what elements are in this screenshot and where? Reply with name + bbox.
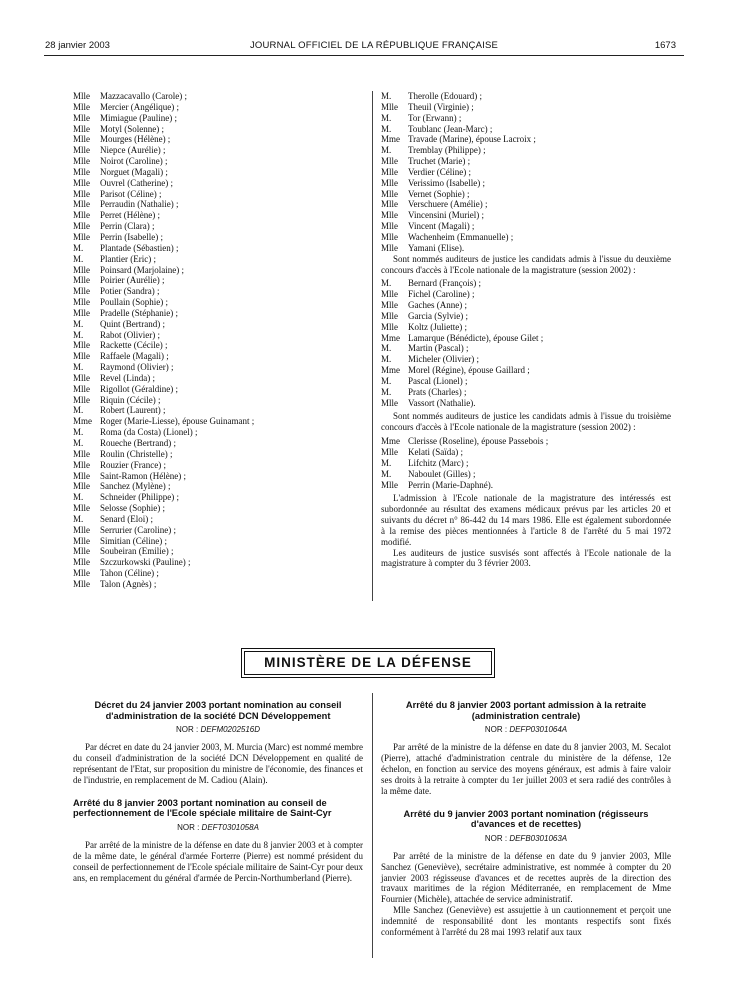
person-name: Poullain (Sophie) ; [100, 297, 168, 308]
paragraph-admission: L'admission à l'Ecole nationale de la magistrature des intéressés est subordonnée au résultat des examens médicaux prévus par les articles 20 et suivants du décret n° 86-442 du 14 mars 1986. Elle est également subordonnée à la remise des pièces mentionnées à l'article 8 de l'arrêté du 5 mai 1972 modifié. [381, 493, 671, 547]
person-name: Toublanc (Jean-Marc) ; [408, 123, 493, 134]
person-name: Mourges (Hélène) ; [100, 134, 171, 145]
civility-title: Mlle [73, 145, 90, 156]
name-entry [73, 351, 363, 362]
name-entry [73, 503, 363, 514]
person-name: Clerisse (Roseline), épouse Passebois ; [408, 436, 549, 447]
civility-title: M. [381, 123, 392, 134]
person-name: Roueche (Bertrand) ; [100, 438, 176, 448]
ministry-heading: MINISTÈRE DE LA DÉFENSE [264, 655, 472, 670]
name-entry [73, 297, 363, 308]
person-name: Micheler (Olivier) ; [408, 354, 479, 365]
civility-title: Mlle [381, 310, 398, 321]
person-name: Ouvrel (Catherine) ; [100, 177, 173, 188]
journal-title: JOURNAL OFFICIEL DE LA RÉPUBLIQUE FRANÇAISE [249, 40, 499, 51]
civility-title: M. [381, 145, 392, 156]
civility-title: M. [73, 513, 84, 524]
name-entry [381, 387, 671, 398]
name-entry [73, 145, 363, 156]
person-name: Vernet (Sophie) ; [408, 188, 470, 199]
civility-title: M. [73, 427, 84, 438]
order-body-saint-cyr: Par arrêté de la ministre de la défense en date du 8 janvier 2003 et à compter de la même date, le général d'armée Forterre (Pierre) est nommé président du conseil de perfectionnement de l'Ecole spéciale militaire de Saint-Cyr pour deux ans, en remplacement du général d'armée de Percin-Northumberland (Pierre). [73, 839, 363, 883]
person-name: Plantier (Eric) ; [100, 253, 156, 264]
name-entry [73, 427, 363, 438]
nor-label: NOR : [175, 725, 199, 735]
person-name: Bernard (François) ; [408, 278, 481, 289]
person-name: Szczurkowski (Pauline) ; [100, 557, 191, 568]
civility-title: Mlle [381, 289, 398, 300]
civility-title: Mlle [73, 481, 90, 492]
person-name: Mazzacavallo (Carole) ; [100, 91, 187, 101]
person-name: Vincent (Magali) ; [408, 221, 475, 232]
civility-title: Mlle [381, 210, 398, 221]
person-name: Senard (Eloi) ; [100, 513, 153, 524]
civility-title: M. [73, 329, 84, 340]
person-name: Talon (Agnès) ; [100, 578, 157, 589]
left-column [73, 91, 363, 590]
civility-title: M. [381, 375, 392, 386]
civility-title: Mlle [73, 221, 90, 232]
name-entry [73, 362, 363, 373]
civility-title: Mlle [73, 307, 90, 318]
civility-title: Mme [381, 332, 400, 343]
name-entry [381, 243, 671, 254]
name-entry [381, 354, 671, 365]
civility-title: Mlle [381, 156, 398, 167]
order-body-regisseurs: Par arrêté de la ministre de la défense en date du 9 janvier 2003, Mlle Sanchez (Geneviève), secrétaire administrative, est nommée à compter du 20 janvier 2003 régisseuse d'avances et de recettes auprès de la direction des travaux maritimes de la région Méditerranée, en remplacement de Mme Fournier (Michèle), attachée de service administratif. [381, 850, 671, 905]
name-entry [381, 189, 671, 200]
civility-title: Mlle [381, 188, 398, 199]
civility-title: M. [73, 492, 84, 503]
civility-title: Mlle [73, 340, 90, 351]
person-name: Motyl (Solenne) ; [100, 123, 164, 134]
order-nor-saint-cyr [73, 823, 363, 834]
person-name: Revel (Linda) ; [100, 372, 155, 383]
name-entry [381, 300, 671, 311]
name-entry [73, 275, 363, 286]
name-entry [73, 134, 363, 145]
person-name: Verschuere (Amélie) ; [408, 199, 488, 210]
civility-title: M. [381, 457, 392, 468]
person-name: Garcia (Sylvie) ; [408, 310, 468, 321]
civility-title: Mlle [73, 372, 90, 383]
name-entry [73, 319, 363, 330]
nor-label: NOR : [484, 833, 508, 843]
civility-title: M. [73, 242, 84, 253]
name-entry [73, 405, 363, 416]
name-entry [381, 124, 671, 135]
paragraph-second-contest: Sont nommés auditeurs de justice les candidats admis à l'issue du deuxième concours d'accès à l'Ecole nationale de la magistrature (session 2002) : [381, 253, 671, 275]
order-body-retirement: Par arrêté de la ministre de la défense en date du 8 janvier 2003, M. Secalot (Pierre), attaché d'administration centrale du ministère de la défense, 12e échelon, en fonction au service des moyens généraux, est admis à faire valoir ses droits à la retraite à compter du 1er juillet 2003 et sera radié des contrôles à la même date. [381, 742, 671, 796]
order-nor-regisseurs [381, 834, 671, 845]
person-name: Norguet (Magali) ; [100, 166, 168, 177]
decree-title: Décret du 24 janvier 2003 portant nomination au conseil d'administration de la société DCN Développement [94, 700, 342, 721]
header-date: 28 janvier 2003 [45, 40, 110, 51]
nor-label: NOR : [177, 822, 200, 832]
nor-code: DEFT0301058A [201, 822, 259, 832]
page-number: 1673 [654, 40, 676, 51]
civility-title: M. [381, 112, 392, 123]
person-name: Roulin (Christelle) ; [100, 448, 173, 459]
person-name: Poinsard (Marjolaine) ; [100, 264, 184, 275]
column-divider [372, 91, 373, 601]
civility-title: Mlle [73, 166, 90, 177]
person-name: Yamani (Elise). [408, 242, 465, 253]
person-name: Martin (Pascal) ; [408, 343, 469, 354]
name-entry [381, 221, 671, 232]
civility-title: Mlle [73, 297, 90, 308]
name-entry [73, 395, 363, 406]
name-entry [73, 481, 363, 492]
person-name: Poirier (Aurélie) ; [100, 275, 165, 286]
person-name: Vincensini (Muriel) ; [408, 210, 484, 221]
civility-title: Mlle [381, 199, 398, 210]
name-entry [73, 286, 363, 297]
person-name: Mercier (Angélique) ; [100, 101, 179, 112]
name-entry [381, 167, 671, 178]
name-entry [73, 330, 363, 341]
person-name: Saint-Ramon (Hélène) ; [100, 470, 186, 481]
civility-title: Mlle [73, 394, 90, 405]
name-entry [73, 340, 363, 351]
civility-title: Mlle [73, 524, 90, 535]
name-entry [73, 210, 363, 221]
page-header [0, 40, 748, 54]
order-title-regisseurs: Arrêté du 9 janvier 2003 portant nomination (régisseurs d'avances et de recettes) [403, 808, 649, 830]
name-entry [73, 113, 363, 124]
name-entry [73, 471, 363, 482]
name-entry [73, 525, 363, 536]
name-list-third [381, 436, 671, 490]
person-name: Perrin (Isabelle) ; [100, 231, 163, 242]
civility-title: Mlle [73, 546, 90, 557]
civility-title: Mlle [73, 535, 90, 546]
name-list-first [381, 91, 671, 254]
person-name: Perrin (Marie-Daphné). [408, 479, 493, 490]
name-entry [381, 398, 671, 409]
name-entry [381, 278, 671, 289]
person-name: Kelati (Saïda) ; [408, 447, 463, 457]
civility-title: Mlle [73, 123, 90, 134]
civility-title: M. [73, 318, 84, 329]
civility-title: M. [381, 343, 392, 354]
person-name: Rigollot (Géraldine) ; [100, 383, 178, 394]
header-rule [44, 55, 684, 56]
order-body-regisseurs-2: Mlle Sanchez (Geneviève) est assujettie à un cautionnement et perçoit une indemnité de responsabilité dont les montants respectifs sont fixés conformément à l'arrêté du 28 mai 1993 relatif aux taux [381, 905, 671, 938]
civility-title: Mme [73, 416, 92, 427]
right-column [381, 91, 671, 569]
name-entry [381, 447, 671, 458]
name-entry [73, 199, 363, 210]
name-entry [73, 156, 363, 167]
civility-title: Mlle [73, 557, 90, 568]
name-entry [73, 546, 363, 557]
civility-title: Mlle [381, 300, 398, 311]
person-name: Pradelle (Stéphanie) ; [100, 307, 178, 318]
civility-title: Mlle [381, 242, 398, 253]
name-entry [381, 232, 671, 243]
civility-title: Mlle [73, 210, 90, 221]
nor-label: NOR : [484, 725, 508, 735]
name-entry [381, 436, 671, 447]
name-entry [73, 536, 363, 547]
name-entry [381, 333, 671, 344]
name-list-second [381, 278, 671, 408]
civility-title: Mlle [381, 397, 398, 408]
civility-title: Mlle [73, 112, 90, 123]
name-entry [381, 376, 671, 387]
civility-title: Mlle [73, 578, 90, 589]
civility-title: Mlle [381, 101, 398, 112]
name-entry [73, 568, 363, 579]
civility-title: M. [381, 91, 392, 101]
person-name: Rackette (Cécile) ; [100, 340, 168, 351]
name-entry [73, 308, 363, 319]
person-name: Serrurier (Caroline) ; [100, 524, 176, 535]
name-entry [73, 91, 363, 102]
civility-title: M. [73, 438, 84, 448]
person-name: Lamarque (Bénédicte), épouse Gilet ; [408, 332, 544, 343]
civility-title: M. [73, 253, 84, 264]
person-name: Perrin (Clara) ; [100, 221, 155, 232]
person-name: Lifchitz (Marc) ; [408, 457, 469, 468]
civility-title: Mlle [381, 231, 398, 242]
person-name: Vassort (Nathalie). [408, 397, 476, 408]
civility-title: Mlle [73, 188, 90, 199]
person-name: Schneider (Philippe) ; [100, 492, 179, 503]
name-entry [73, 460, 363, 471]
name-entry [381, 91, 671, 102]
person-name: Verdier (Céline) ; [408, 166, 471, 177]
left-section [73, 700, 363, 883]
person-name: Robert (Laurent) ; [100, 405, 166, 416]
decree-nor [73, 725, 363, 736]
ministry-heading-box [244, 651, 492, 675]
civility-title: Mlle [73, 275, 90, 286]
name-entry [73, 243, 363, 254]
person-name: Tahon (Céline) ; [100, 568, 159, 579]
civility-title: Mlle [73, 383, 90, 394]
civility-title: Mlle [73, 156, 90, 167]
person-name: Morel (Régine), épouse Gaillard ; [408, 365, 530, 376]
name-entry [73, 221, 363, 232]
name-entry [73, 189, 363, 200]
civility-title: Mlle [73, 177, 90, 188]
person-name: Tremblay (Philippe) ; [408, 145, 486, 156]
name-entry [73, 102, 363, 113]
section-divider [372, 693, 373, 958]
name-entry [73, 384, 363, 395]
person-name: Wachenheim (Emmanuelle) ; [408, 231, 514, 242]
name-entry [381, 289, 671, 300]
person-name: Simitian (Céline) ; [100, 535, 167, 546]
person-name: Parisot (Céline) ; [100, 188, 162, 199]
name-entry [73, 514, 363, 525]
name-entry [73, 438, 363, 449]
name-entry [381, 178, 671, 189]
civility-title: M. [73, 362, 84, 373]
person-name: Rouzier (France) ; [100, 459, 166, 470]
right-section [381, 700, 671, 938]
civility-title: M. [381, 468, 392, 479]
person-name: Rabot (Olivier) ; [100, 329, 160, 340]
civility-title: Mlle [73, 568, 90, 579]
civility-title: Mlle [73, 448, 90, 459]
person-name: Verissimo (Isabelle) ; [408, 177, 485, 188]
person-name: Truchet (Marie) ; [408, 156, 471, 167]
person-name: Perraudin (Nathalie) ; [100, 199, 179, 210]
nor-code: DEFB0301063A [509, 833, 568, 843]
person-name: Raffaele (Magali) ; [100, 351, 169, 362]
name-entry [381, 145, 671, 156]
order-nor-retirement [381, 725, 671, 736]
civility-title: Mlle [73, 101, 90, 112]
civility-title: Mlle [73, 231, 90, 242]
name-entry [381, 113, 671, 124]
person-name: Travade (Marine), épouse Lacroix ; [408, 134, 536, 145]
person-name: Plantade (Sébastien) ; [100, 242, 179, 253]
civility-title: Mlle [381, 221, 398, 232]
name-entry [381, 480, 671, 491]
civility-title: Mme [381, 134, 400, 145]
person-name: Theuil (Virginie) ; [408, 101, 474, 112]
order-title-retirement: Arrêté du 8 janvier 2003 portant admission à la retraite (administration centrale) [405, 700, 647, 721]
name-entry [381, 102, 671, 113]
person-name: Riquin (Cécile) ; [100, 394, 161, 405]
civility-title: Mlle [73, 264, 90, 275]
person-name: Soubeiran (Emilie) ; [100, 546, 174, 557]
person-name: Mimiague (Pauline) ; [100, 112, 177, 123]
person-name: Perret (Hélène) ; [100, 210, 160, 221]
name-entry [73, 254, 363, 265]
name-entry [381, 365, 671, 376]
civility-title: Mlle [73, 470, 90, 481]
civility-title: M. [381, 354, 392, 365]
paragraph-affectation: Les auditeurs de justice susvisés sont affectés à l'Ecole nationale de la magistrature à compter du 3 février 2003. [381, 547, 671, 569]
civility-title: Mlle [381, 166, 398, 177]
name-entry [73, 232, 363, 243]
nor-code: DEFM0202516D [200, 725, 261, 735]
name-entry [381, 199, 671, 210]
name-entry [381, 311, 671, 322]
name-entry [381, 343, 671, 354]
civility-title: Mlle [73, 199, 90, 210]
civility-title: Mlle [73, 286, 90, 297]
civility-title: Mlle [73, 503, 90, 514]
name-entry [381, 469, 671, 480]
decree-body: Par décret en date du 24 janvier 2003, M. Murcia (Marc) est nommé membre du conseil d'administration de la société DCN Développement en qualité de représentant de l'Etat, sur proposition du ministre de l'économie, des finances et de l'industrie, en remplacement de M. Cadiou (Alain). [73, 742, 363, 785]
name-entry [381, 210, 671, 221]
person-name: Niepce (Aurélie) ; [100, 145, 166, 156]
name-entry [73, 449, 363, 460]
name-entry [381, 458, 671, 469]
person-name: Quint (Bertrand) ; [100, 318, 165, 329]
civility-title: M. [73, 405, 84, 416]
person-name: Pascal (Lionel) ; [408, 375, 468, 386]
name-entry [73, 416, 363, 427]
person-name: Selosse (Sophie) ; [100, 503, 165, 514]
civility-title: Mlle [73, 459, 90, 470]
civility-title: Mme [381, 436, 400, 447]
person-name: Sanchez (Mylène) ; [100, 481, 171, 492]
paragraph-third-contest: Sont nommés auditeurs de justice les candidats admis à l'issue du troisième concours d'accès à l'Ecole nationale de la magistrature (session 2002) : [381, 411, 671, 433]
name-entry [73, 178, 363, 189]
nor-code: DEFP0301064A [509, 725, 568, 735]
person-name: Therolle (Edouard) ; [408, 91, 482, 101]
person-name: Roger (Marie-Liesse), épouse Guinamant ; [100, 416, 255, 427]
civility-title: Mme [381, 365, 400, 376]
civility-title: Mlle [381, 447, 398, 457]
name-entry [73, 265, 363, 276]
name-entry [381, 156, 671, 167]
name-entry [381, 134, 671, 145]
civility-title: Mlle [73, 91, 90, 101]
person-name: Gaches (Anne) ; [408, 300, 467, 311]
civility-title: M. [381, 278, 392, 289]
person-name: Tor (Erwann) ; [408, 112, 462, 123]
person-name: Prats (Charles) ; [408, 386, 467, 397]
order-title-saint-cyr: Arrêté du 8 janvier 2003 portant nomination au conseil de perfectionnement de l'Ecole spéciale militaire de Saint-Cyr [73, 797, 332, 819]
name-entry [73, 167, 363, 178]
person-name: Fichel (Caroline) ; [408, 289, 475, 300]
name-entry [73, 373, 363, 384]
person-name: Potier (Sandra) ; [100, 286, 160, 297]
name-entry [73, 492, 363, 503]
name-entry [73, 579, 363, 590]
civility-title: M. [381, 386, 392, 397]
name-entry [73, 124, 363, 135]
civility-title: Mlle [381, 479, 398, 490]
person-name: Roma (da Costa) (Lionel) ; [100, 427, 198, 438]
civility-title: Mlle [73, 134, 90, 145]
person-name: Raymond (Olivier) ; [100, 362, 174, 373]
name-entry [381, 322, 671, 333]
civility-title: Mlle [73, 351, 90, 362]
name-entry [73, 557, 363, 568]
person-name: Noirot (Caroline) ; [100, 156, 168, 167]
person-name: Koltz (Juliette) ; [408, 321, 467, 332]
civility-title: Mlle [381, 177, 398, 188]
civility-title: Mlle [381, 321, 398, 332]
person-name: Naboulet (Gilles) ; [408, 468, 476, 479]
